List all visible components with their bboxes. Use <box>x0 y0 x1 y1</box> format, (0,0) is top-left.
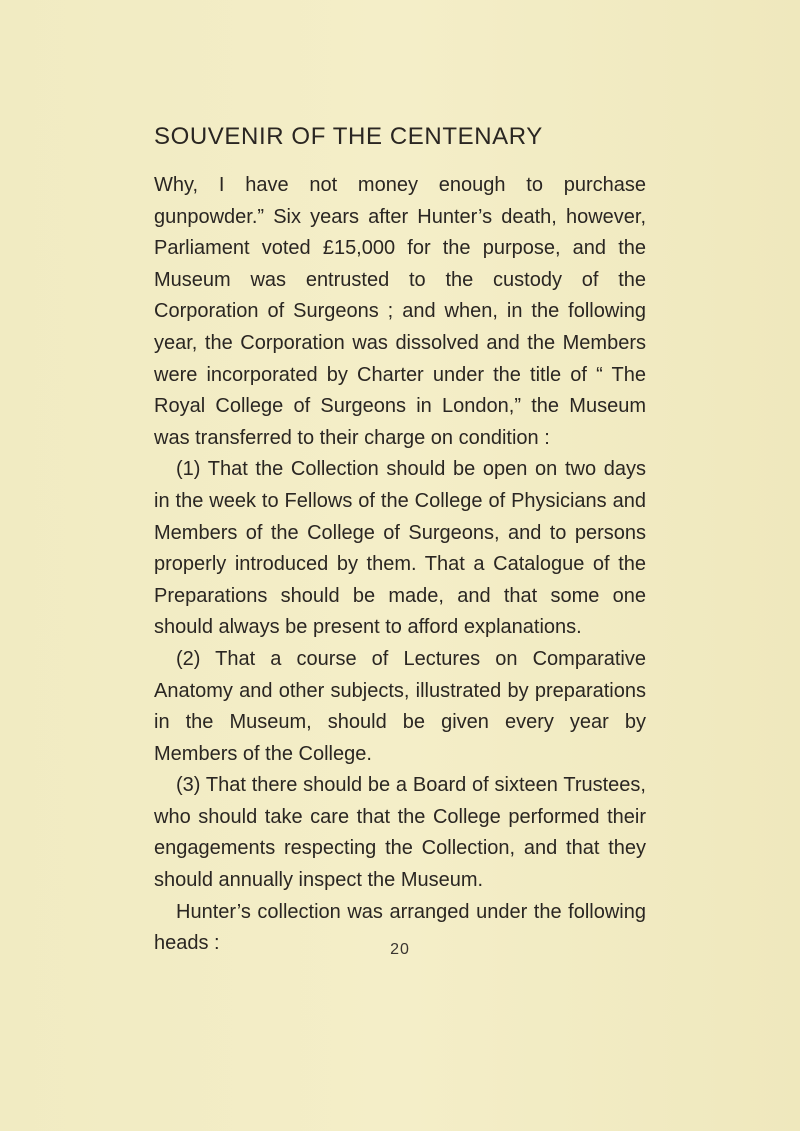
paragraph-condition-1: (1) That the Collection should be open on two days in the week to Fellows of the College of Physicians and Members of the College of Surgeons, and to persons properly introduced by them. That a Catalogue of the Preparations should be made, and that some one should always be present to afford explanations. <box>154 458 646 639</box>
running-head: SOUVENIR OF THE CENTENARY <box>154 123 543 150</box>
paragraph-collection-heads: Hunter’s collection was arranged under the following heads : <box>154 900 646 955</box>
page-number: 20 <box>390 941 410 958</box>
paragraph-condition-2: (2) That a course of Lectures on Comparative Anatomy and other subjects, illustrated by preparations in the Museum, should be given every year by Members of the College. <box>154 647 646 765</box>
body-text <box>154 170 646 960</box>
paragraph-condition-3: (3) That there should be a Board of sixteen Trustees, who should take care that the College performed their engagements respecting the Collection, and that they should annually inspect the Museum. <box>154 774 646 892</box>
paragraph-intro: Why, I have not money enough to purchase gunpowder.” Six years after Hunter’s death, however, Parliament voted £15,000 for the purpose, and the Museum was entrusted to the custody of the Corporation of Surgeons ; and when, in the following year, the Corporation was dissolved and the Members were incorporated by Charter under the title of “ The Royal College of Surgeons in London,” the Museum was transferred to their charge on condition : <box>154 174 646 449</box>
